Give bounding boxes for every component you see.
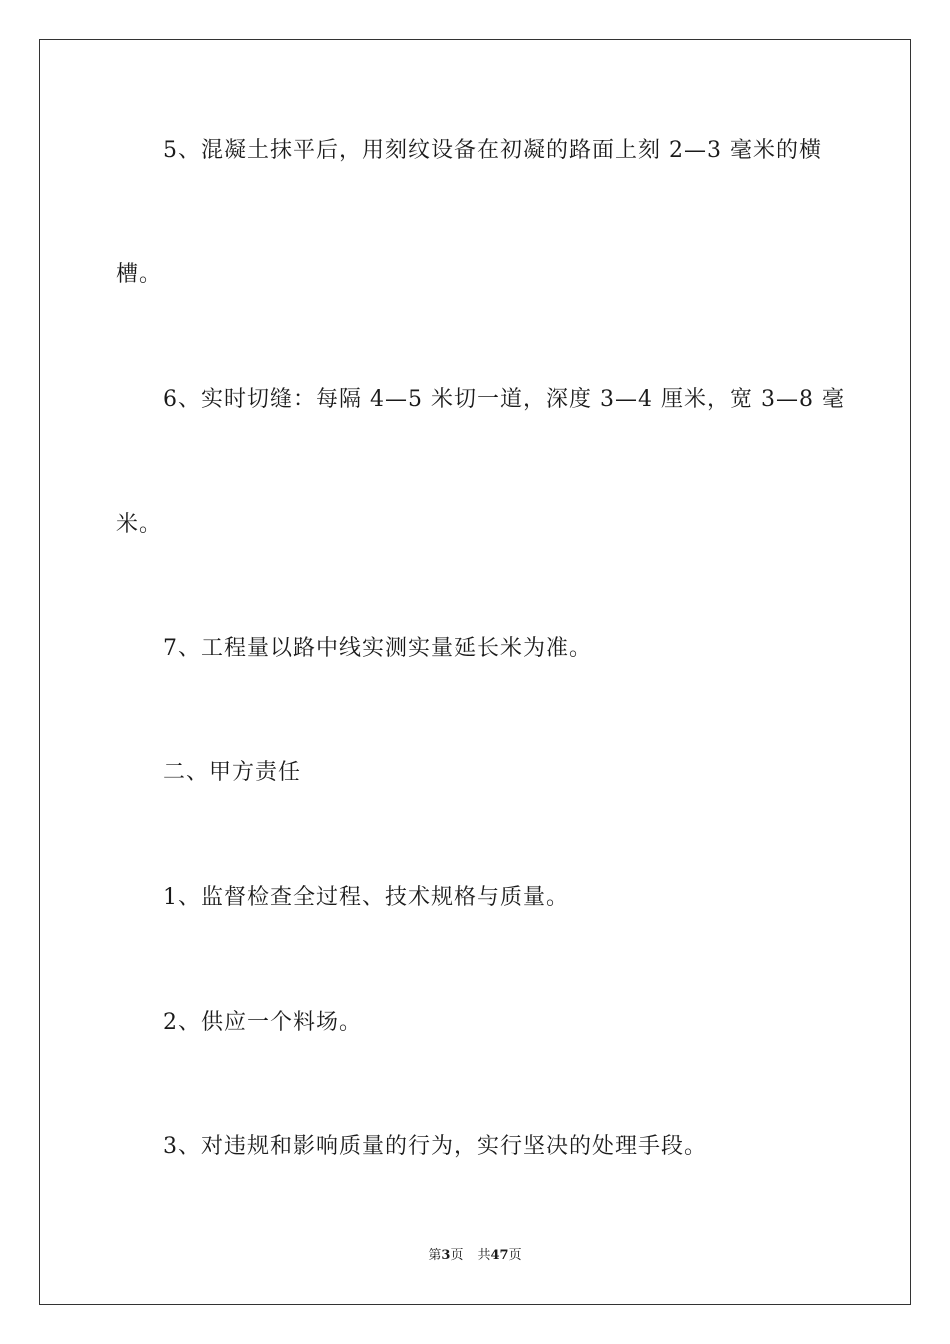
paragraph-item-5-line-2: 槽。: [116, 262, 163, 287]
paragraph-item-6-line-1: 6、实时切缝：每隔 4—5 米切一道，深度 3—4 厘米，宽 3—8 毫: [163, 387, 845, 412]
duty-item-3: 3、对违规和影响质量的行为，实行坚决的处理手段。: [163, 1134, 707, 1159]
paragraph-item-5-line-1: 5、混凝土抹平后，用刻纹设备在初凝的路面上刻 2—3 毫米的横: [163, 138, 822, 163]
paragraph-item-6-line-2: 米。: [116, 512, 163, 537]
page-prefix: 第: [428, 1248, 442, 1263]
page-number: 3: [441, 1248, 451, 1263]
total-prefix: 共: [477, 1248, 491, 1263]
total-pages: 47: [490, 1248, 509, 1263]
page-frame: [39, 39, 911, 1305]
duty-item-1: 1、监督检查全过程、技术规格与质量。: [163, 885, 569, 910]
paragraph-item-7: 7、工程量以路中线实测实量延长米为准。: [163, 636, 592, 661]
section-heading-party-a-duties: 二、甲方责任: [163, 760, 302, 785]
duty-item-2: 2、供应一个料场。: [163, 1010, 362, 1035]
total-suffix: 页: [508, 1248, 522, 1263]
page-footer: [0, 1247, 950, 1265]
page-suffix: 页: [450, 1248, 464, 1263]
